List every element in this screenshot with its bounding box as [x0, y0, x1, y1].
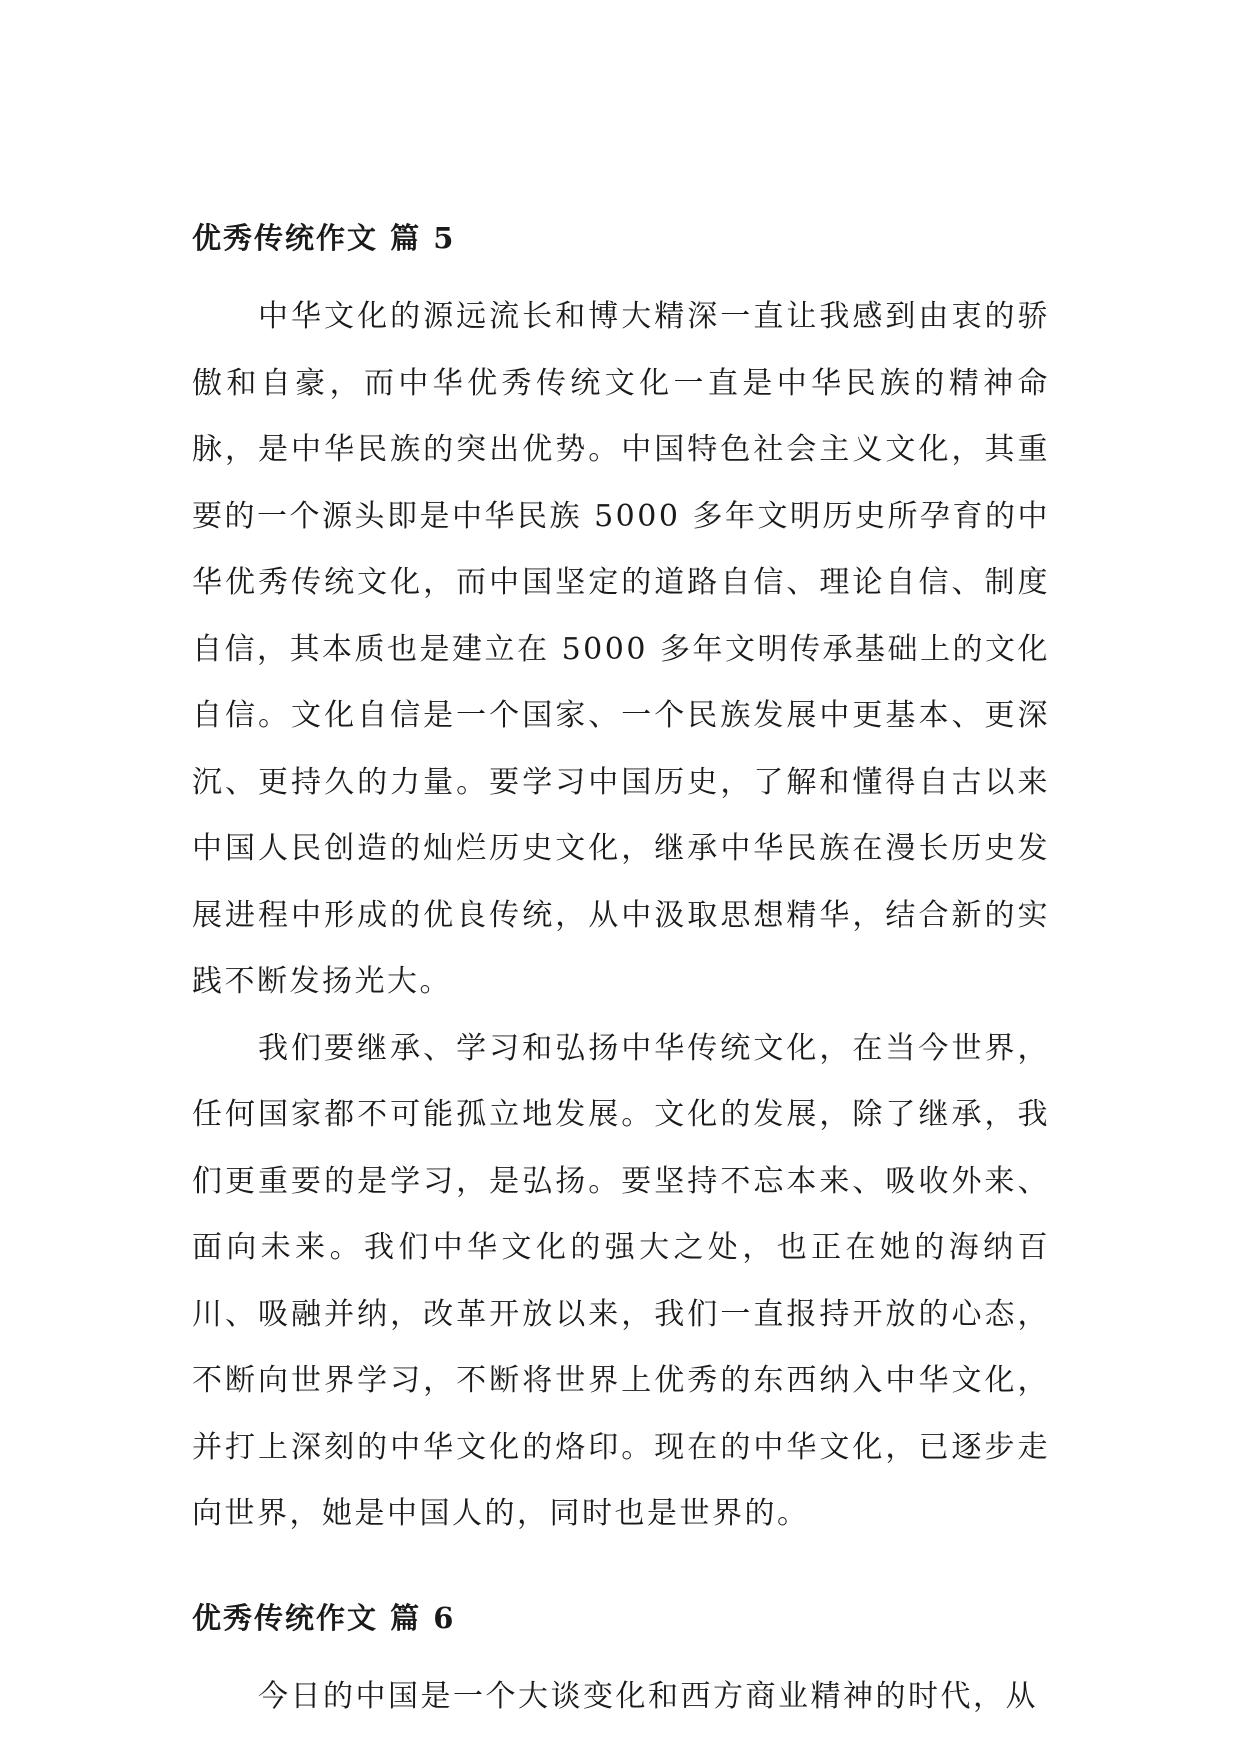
section-gap — [192, 1548, 1050, 1598]
essay-section-5 — [192, 218, 1050, 1548]
paragraph: 今日的中国是一个大谈变化和西方商业精神的时代，从 — [258, 1678, 1038, 1714]
document-page — [192, 218, 1050, 1730]
section-title: 优秀传统作文 篇 6 — [192, 1600, 456, 1635]
paragraph: 我们要继承、学习和弘扬中华传统文化，在当今世界，任何国家都不可能孤立地发展。文化的发展，除了继承，我们更重要的是学习，是弘扬。要坚持不忘本来、吸收外来、面向未来。我们中华文化的强大之处，也正在她的海纳百川、吸融并纳，改革开放以来，我们一直报持开放的心态，不断向世界学习，不断将世界上优秀的东西纳入中华文化，并打上深刻的中华文化的烙印。现在的中华文化，已逐步走向世界，她是中国人的，同时也是世界的。 — [192, 1030, 1050, 1531]
essay-section-6 — [192, 1598, 1050, 1731]
paragraph: 中华文化的源远流长和博大精深一直让我感到由衷的骄傲和自豪，而中华优秀传统文化一直是中华民族的精神命脉，是中华民族的突出优势。中国特色社会主义文化，其重要的一个源头即是中华民族 5000 多年文明历史所孕育的中华优秀传统文化，而中国坚定的道路自信、理论自信、制度自信，其本质也是建立在 5000 多年文明传承基础上的文化自信。文化自信是一个国家、一个民族发展中更基本、更深沉、更持久的力量。要学习中国历史，了解和懂得自古以来中国人民创造的灿烂历史文化，继承中华民族在漫长历史发展进程中形成的优良传统，从中汲取思想精华，结合新的实践不断发扬光大。 — [192, 299, 1050, 999]
section-title: 优秀传统作文 篇 5 — [192, 221, 456, 255]
